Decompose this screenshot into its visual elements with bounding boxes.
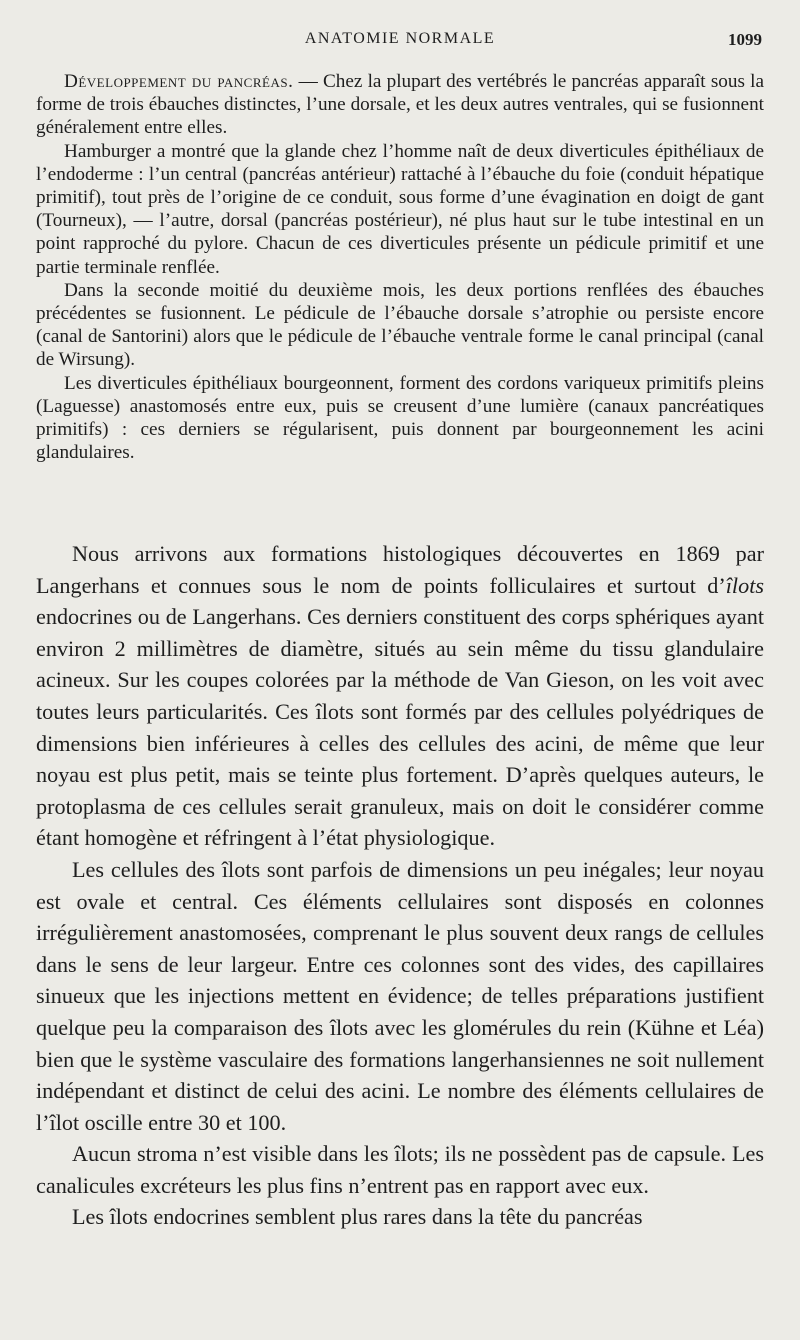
paragraph-text: Nous arrivons aux formations histologiques découvertes en 1869 par Langerhans et connues sous le nom de points folliculaires et surtout d’ <box>36 541 764 598</box>
paragraph-islet-cells: Les cellules des îlots sont parfois de dimensions un peu inégales; leur noyau est ovale et central. Ces éléments cellulaires sont disposés en colonnes irrégulièrement anastomosées, comprenant le plus souvent deux rangs de cellules dans le sens de leur largeur. Entre ces colonnes sont des vides, des capillaires sinueux que les injections mettent en évidence; de telles préparations justifient quelque peu la comparaison des îlots avec les glomérules du rein (Kühne et Léa) bien que le système vasculaire des formations langerhansiennes ne soit nullement indépendant et distinct de celui des acini. Le nombre des éléments cellulaires de l’îlot oscille entre 30 et 100. <box>36 856 764 1135</box>
main-text-section <box>36 538 764 1233</box>
paragraph-development-intro <box>36 70 764 140</box>
paragraph-text: — Chez la plupart des vertébrés le pancréas apparaît sous la forme de trois ébauches distinctes, l’une dorsale, et les deux autres ventrales, qui se fusionnent généralement entre elles. <box>36 71 764 139</box>
paragraph-hamburger: Hamburger a montré que la glande chez l’homme naît de deux diverticules épithéliaux de l’endoderme : l’un central (pancréas antérieur) rattaché à l’ébauche du foie (conduit hépatique primitif), tout près de l’origine de ce conduit, sous forme d’une évagination en doigt de gant (Tourneux), — l’autre, dorsal (pancréas postérieur), né plus haut sur le tube intestinal en un point rapproché du pylore. Chacun de ces diverticules présente un pédicule primitif et une partie terminale renflée. <box>36 140 764 278</box>
paragraph-diverticules: Les diverticules épithéliaux bourgeonnent, forment des cordons variqueux primitifs pleins (Laguesse) anastomosés entre eux, puis se creusent d’une lumière (canaux pancréatiques primitifs) : ces derniers se régularisent, puis donnent par bourgeonnement les acini glandulaires. <box>36 372 764 464</box>
italic-term: îlots <box>725 572 764 598</box>
page-header <box>0 30 800 54</box>
running-title: ANATOMIE NORMALE <box>304 30 496 47</box>
paragraph-langerhans-islets <box>36 538 764 854</box>
small-print-section <box>36 70 764 464</box>
page-number: 1099 <box>728 30 762 49</box>
paragraph-islet-distribution: Les îlots endocrines semblent plus rares dans la tête du pancréas <box>72 1204 643 1230</box>
paragraph-second-month: Dans la seconde moitié du deuxième mois, les deux portions renflées des ébauches précédentes se fusionnent. Le pédicule de l’ébauche dorsale s’atrophie ou persiste encore (canal de Santorini) alors que le pédicule de l’ébauche ventrale forme le canal principal (canal de Wirsung). <box>36 279 764 371</box>
paragraph-text: endocrines ou de Langerhans. Ces derniers constituent des corps sphériques ayant environ 2 millimètres de diamètre, situés au sein même du tissu glandulaire acineux. Sur les coupes colorées par la méthode de Van Gieson, on les voit avec toutes leurs particularités. Ces îlots sont formés par des cellules polyédriques de dimensions bien inférieures à celles des cellules des acini, de même que leur noyau est plus petit, mais se teinte plus fortement. D’après quelques auteurs, le protoplasma de ces cellules serait granuleux, mais on doit le considérer comme étant homogène et réfringent à l’état physiologique. <box>36 604 764 851</box>
section-heading: Développement du pancréas. <box>64 71 294 92</box>
paragraph-stroma: Aucun stroma n’est visible dans les îlots; ils ne possèdent pas de capsule. Les canalicules excréteurs les plus fins n’entrent pas en rapport avec eux. <box>36 1141 764 1198</box>
